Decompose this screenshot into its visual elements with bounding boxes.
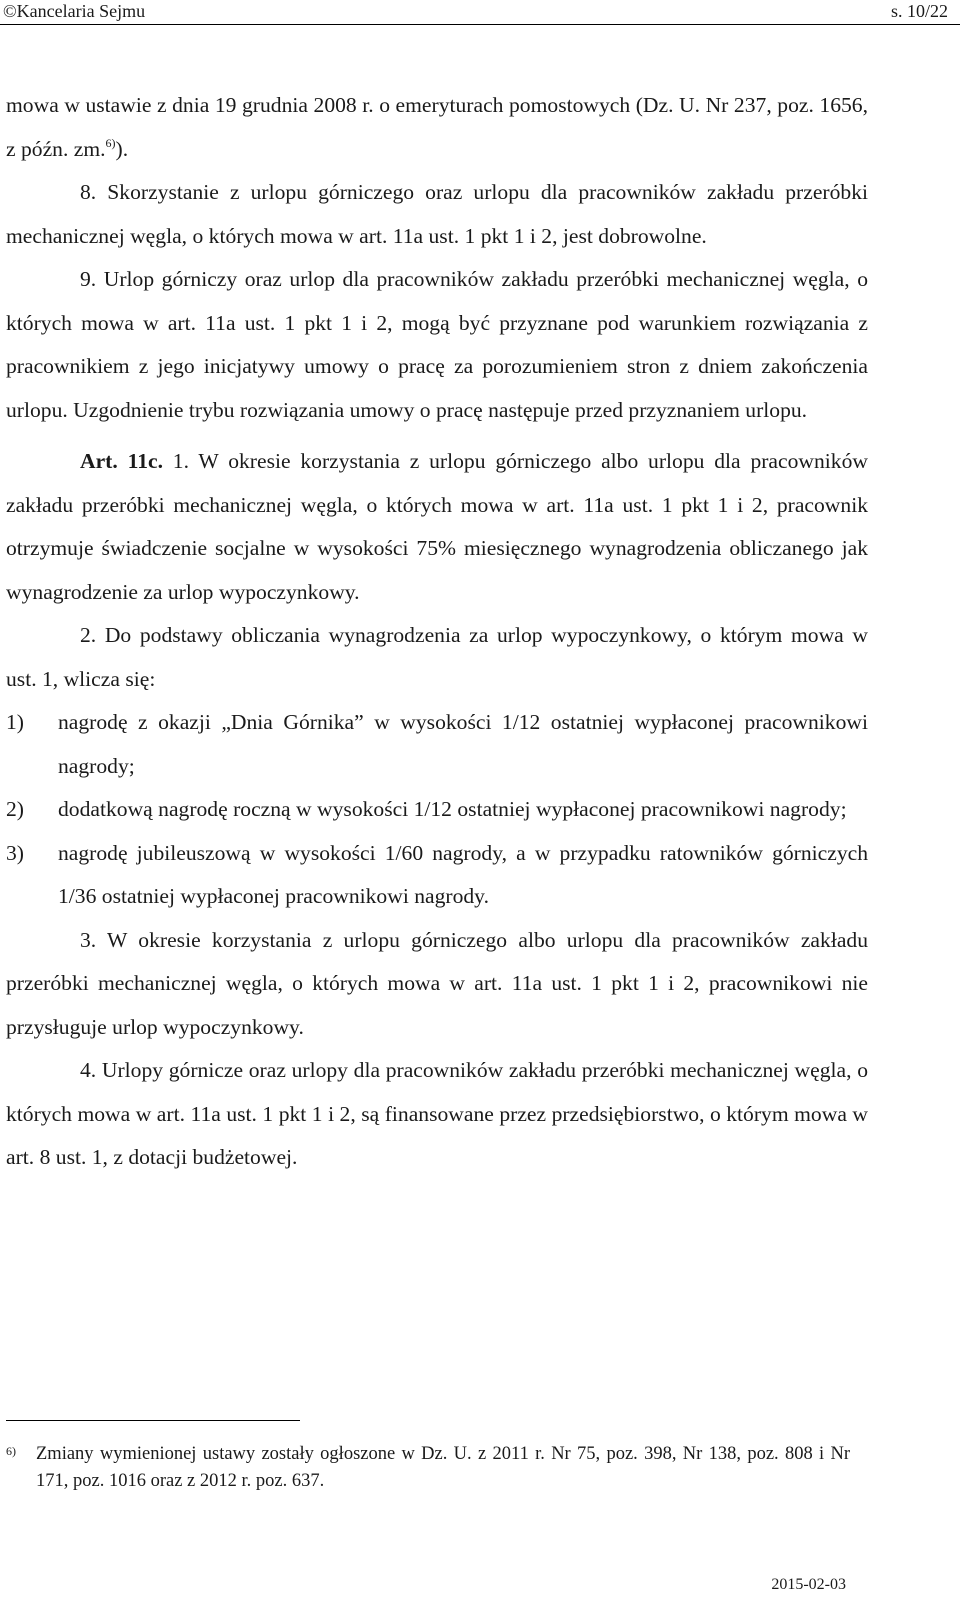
- footnote-ref: 6): [105, 135, 116, 150]
- footnote: [6, 1441, 850, 1495]
- footnote-separator: [6, 1420, 300, 1421]
- paragraph-9: 9. Urlop górniczy oraz urlop dla pracowników zakładu przeróbki mechanicznej węgla, o których mowa w art. 11a ust. 1 pkt 1 i 2, mogą być przyznane pod warunkiem rozwiązania z pracownikiem z jego inicjatywy umowy o pracę za porozumieniem stron z dniem zakończenia urlopu. Uzgodnienie trybu rozwiązania umowy o pracę następuje przed przyznaniem urlopu.: [6, 267, 868, 422]
- article-11c-para-4: 4. Urlopy górnicze oraz urlopy dla pracowników zakładu przeróbki mechanicznej węgla, o których mowa w art. 11a ust. 1 pkt 1 i 2, są finansowane przez przedsiębiorstwo, o którym mowa w art. 8 ust. 1, z dotacji budżetowej.: [6, 1058, 868, 1169]
- header-rule: [0, 24, 960, 25]
- footer-date: 2015-02-03: [771, 1576, 846, 1593]
- article-11c-para-2: 2. Do podstawy obliczania wynagrodzenia za urlop wypoczynkowy, o którym mowa w ust. 1, wlicza się:: [6, 623, 868, 691]
- article-label: Art. 11c.: [80, 449, 163, 473]
- footnote-text: Zmiany wymienionej ustawy zostały ogłoszone w Dz. U. z 2011 r. Nr 75, poz. 398, Nr 138, poz. 808 i Nr 171, poz. 1016 oraz z 2012 r. poz. 637.: [36, 1444, 850, 1491]
- article-11c-para-1: Art. 11c. 1. W okresie korzystania z urlopu górniczego albo urlopu dla pracowników zakładu przeróbki mechanicznej węgla, o których mowa w art. 11a ust. 1 pkt 1 i 2, pracownik otrzymuje świadczenie socjalne w wysokości 75% miesięcznego wynagrodzenia obliczanego jak wynagrodzenie za urlop wypoczynkowy.: [6, 449, 868, 604]
- list-item: 3) nagrodę jubileuszową w wysokości 1/60 nagrody, a w przypadku ratowników górniczych 1/36 ostatniej wypłaconej pracownikowi nagrody.: [6, 840, 868, 908]
- paragraph-8: 8. Skorzystanie z urlopu górniczego oraz urlopu dla pracowników zakładu przeróbki mechanicznej węgla, o których mowa w art. 11a ust. 1 pkt 1 i 2, jest dobrowolne.: [6, 180, 868, 248]
- header-page-number: s. 10/22: [890, 1, 948, 21]
- document-body: [6, 84, 868, 1180]
- list-item: 2) dodatkową nagrodę roczną w wysokości 1/12 ostatniej wypłaconej pracownikowi nagrody;: [6, 797, 847, 821]
- article-11c-para-3: 3. W okresie korzystania z urlopu górniczego albo urlopu dla pracowników zakładu przeróbki mechanicznej węgla, o których mowa w art. 11a ust. 1 pkt 1 i 2, pracownikowi nie przysługuje urlop wypoczynkowy.: [6, 927, 868, 1039]
- page-header: [0, 0, 960, 24]
- paragraph-continuation: mowa w ustawie z dnia 19 grudnia 2008 r. o emeryturach pomostowych (Dz. U. Nr 237, poz. 1656, z późn. zm.$^{6)}$).: [6, 93, 868, 161]
- footnote-marker: 6): [6, 1444, 16, 1458]
- header-copyright: ©Kancelaria Sejmu: [3, 1, 146, 21]
- list-item: 1) nagrodę z okazji „Dnia Górnika” w wysokości 1/12 ostatniej wypłaconej pracownikowi nagrody;: [6, 710, 868, 778]
